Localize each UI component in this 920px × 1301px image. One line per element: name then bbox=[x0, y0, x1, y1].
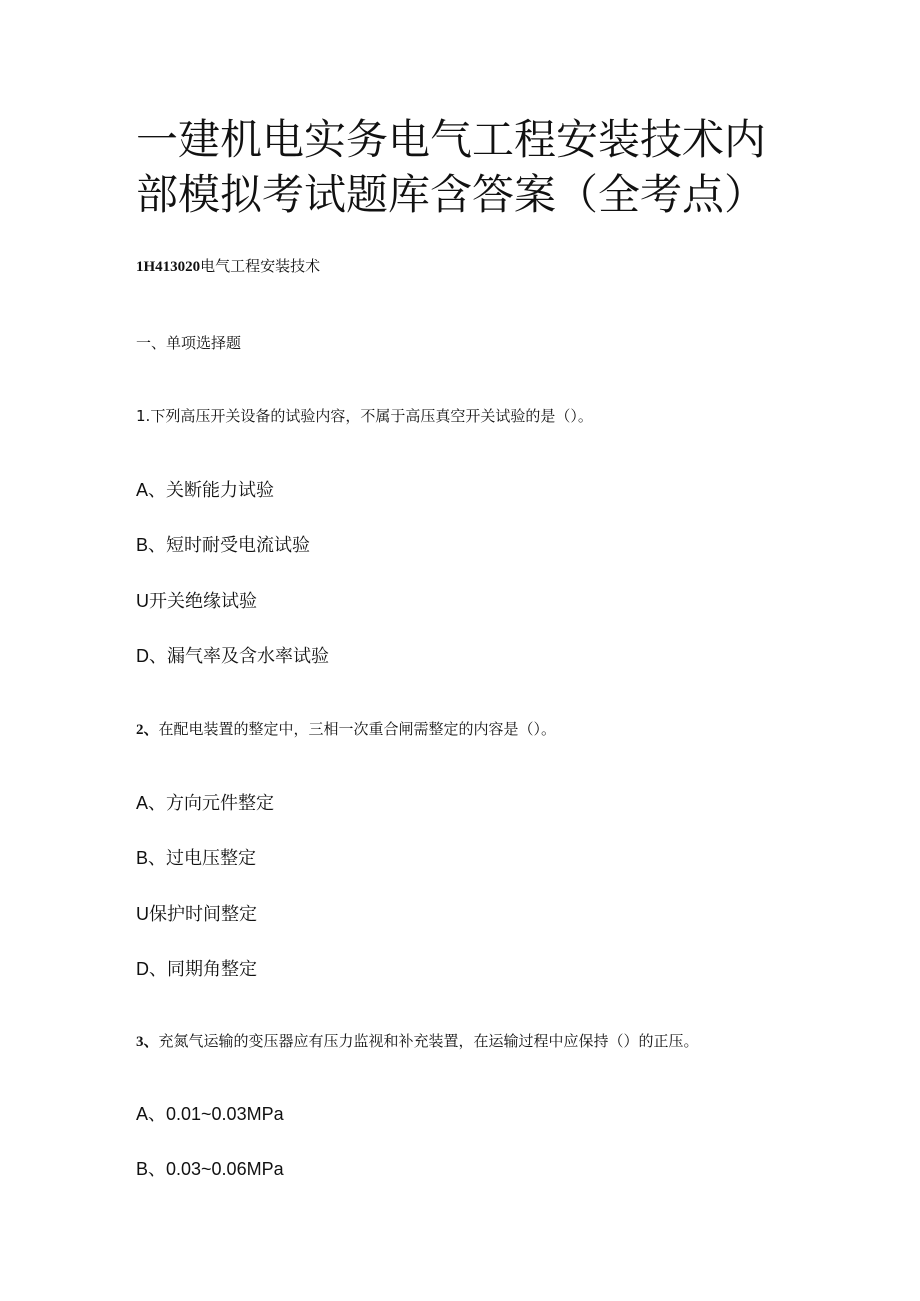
document-title bbox=[136, 112, 796, 222]
section-name: 电气工程安装技术 bbox=[200, 257, 321, 275]
question-1-option-c: U开关绝缘试验 bbox=[136, 591, 257, 611]
question-2 bbox=[136, 719, 556, 740]
question-3-option-b: B、0.03~0.06MPa bbox=[136, 1159, 284, 1179]
question-number: 1. bbox=[136, 407, 151, 425]
title-line-2: 部模拟考试题库含答案（全考点） bbox=[136, 170, 767, 219]
question-1-option-b: B、短时耐受电流试验 bbox=[136, 535, 311, 555]
question-3 bbox=[136, 1031, 699, 1052]
question-2-option-d: D、同期角整定 bbox=[136, 959, 257, 979]
question-1-option-a: A、关断能力试验 bbox=[136, 480, 275, 500]
question-text: 在配电装置的整定中，三相一次重合闸需整定的内容是（）。 bbox=[158, 720, 557, 738]
subsection-heading: 一、单项选择题 bbox=[136, 334, 242, 352]
question-number: 3、 bbox=[136, 1034, 159, 1050]
question-2-option-a: A、方向元件整定 bbox=[136, 793, 275, 813]
section-heading bbox=[136, 256, 320, 277]
question-2-option-c: U保护时间整定 bbox=[136, 904, 257, 924]
question-2-option-b: B、过电压整定 bbox=[136, 848, 257, 868]
section-code: 1H413020 bbox=[136, 259, 201, 275]
question-1 bbox=[136, 406, 593, 426]
question-number: 2、 bbox=[136, 722, 159, 738]
title-line-1: 一建机电实务电气工程安装技术内 bbox=[136, 115, 767, 164]
question-3-option-a: A、0.01~0.03MPa bbox=[136, 1104, 284, 1124]
question-text: 充氮气运输的变压器应有压力监视和补充装置，在运输过程中应保持（）的正压。 bbox=[158, 1032, 699, 1050]
question-text: 下列高压开关设备的试验内容，不属于高压真空开关试验的是（）。 bbox=[150, 407, 593, 425]
question-1-option-d: D、漏气率及含水率试验 bbox=[136, 646, 329, 666]
